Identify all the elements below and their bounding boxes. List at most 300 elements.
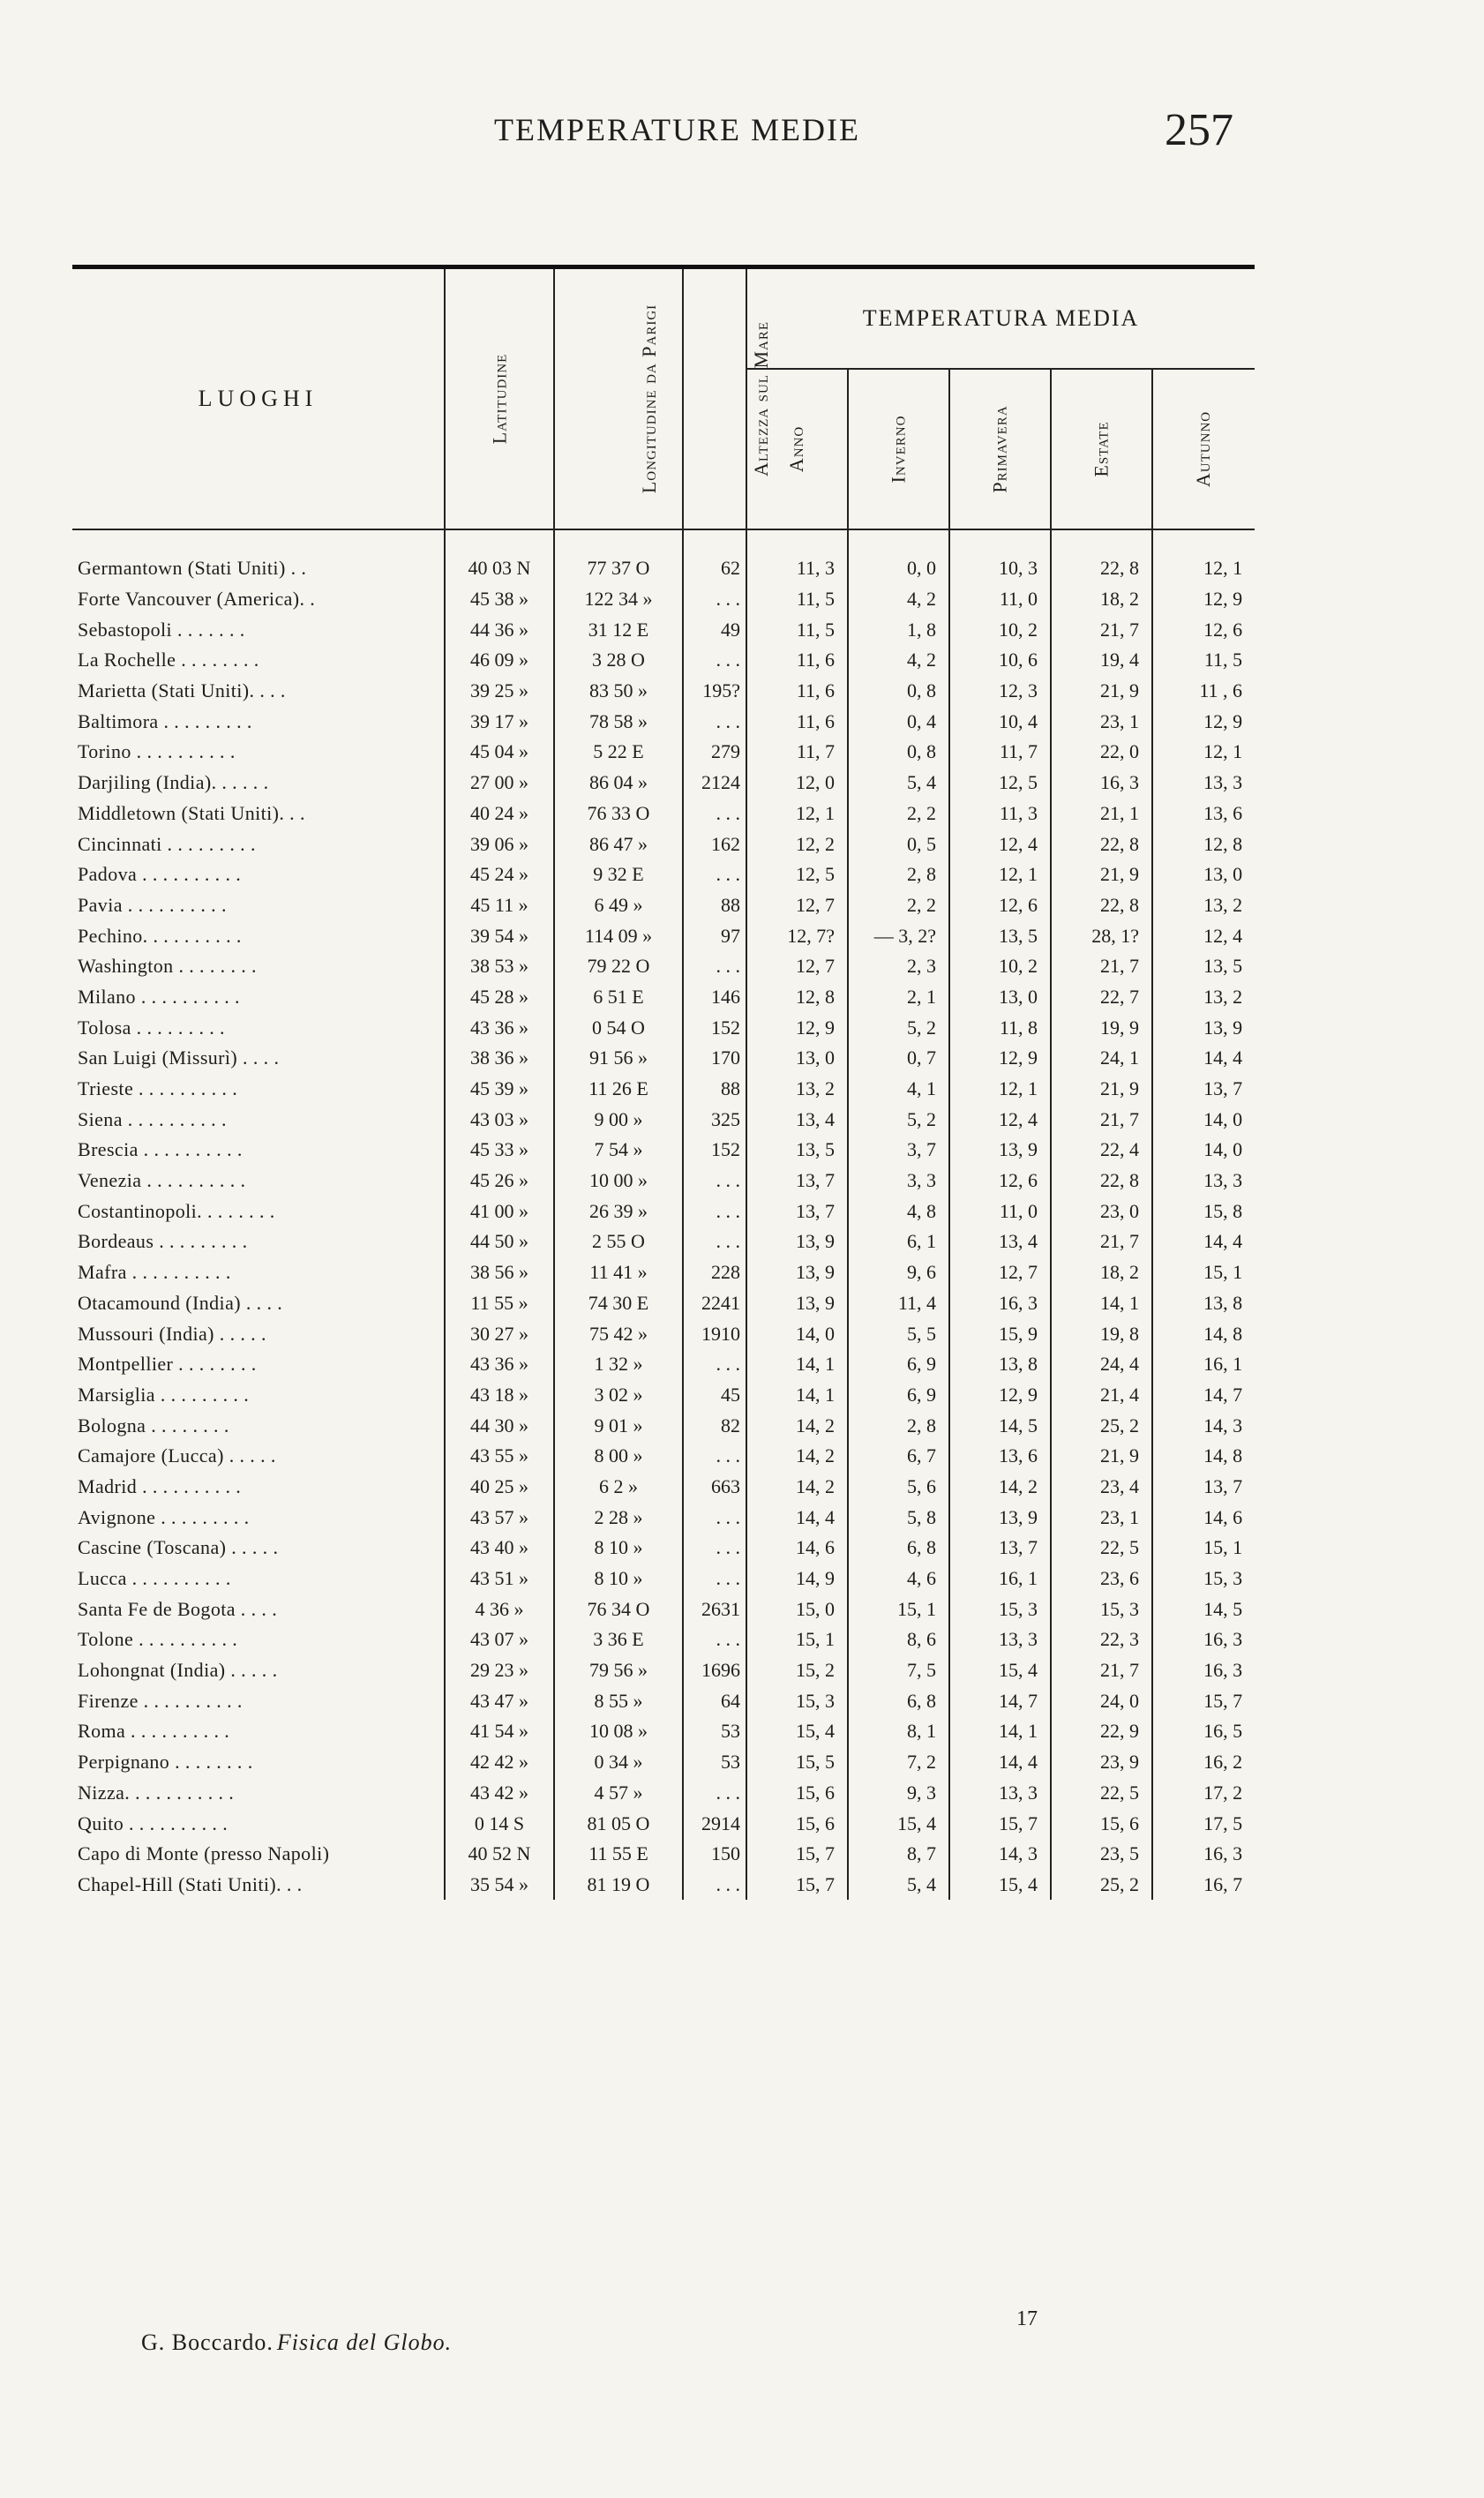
table-cell-longitude: 77 37 O <box>554 529 683 584</box>
table-cell-altitude: . . . <box>683 706 746 737</box>
table-row <box>72 1349 1255 1380</box>
table-cell-anno: 11, 6 <box>746 676 848 707</box>
table-cell-anno: 14, 6 <box>746 1533 848 1564</box>
table-cell-longitude: 31 12 E <box>554 614 683 645</box>
table-cell-autunno: 12, 9 <box>1152 706 1255 737</box>
table-cell-place: Torino . . . . . . . . . . <box>78 740 236 763</box>
table-cell-inverno: 4, 2 <box>848 645 949 676</box>
table-cell-estate: 22, 9 <box>1051 1716 1152 1747</box>
header-primavera: Primavera <box>949 369 1051 529</box>
table-cell-primavera: 10, 2 <box>949 951 1051 982</box>
table-cell-estate: 23, 1 <box>1051 1502 1152 1533</box>
table-cell-estate: 15, 6 <box>1051 1808 1152 1839</box>
table-cell-primavera: 13, 9 <box>949 1502 1051 1533</box>
table-cell-latitude: 0 14 S <box>445 1808 554 1839</box>
table-cell-inverno: 2, 8 <box>848 1410 949 1441</box>
table-cell-place: Germantown (Stati Uniti) . . <box>78 557 307 580</box>
table-cell-inverno: 8, 6 <box>848 1624 949 1655</box>
table-cell-inverno: 5, 2 <box>848 1012 949 1043</box>
table-cell-anno: 15, 0 <box>746 1594 848 1624</box>
footer-author: G. Boccardo. <box>141 2329 274 2355</box>
table-cell-inverno: 5, 8 <box>848 1502 949 1533</box>
table-cell-autunno: 15, 7 <box>1152 1685 1255 1716</box>
table-cell-autunno: 12, 1 <box>1152 529 1255 584</box>
table-cell-anno: 14, 1 <box>746 1349 848 1380</box>
table-cell-place: Tolosa . . . . . . . . . <box>78 1016 225 1039</box>
table-cell-latitude: 43 40 » <box>445 1533 554 1564</box>
table-cell-autunno: 12, 4 <box>1152 920 1255 951</box>
table-cell-primavera: 12, 9 <box>949 1043 1051 1074</box>
table-cell-autunno: 16, 3 <box>1152 1624 1255 1655</box>
table-cell-inverno: 9, 3 <box>848 1778 949 1809</box>
table-cell-estate: 14, 1 <box>1051 1288 1152 1319</box>
table-cell-estate: 22, 5 <box>1051 1778 1152 1809</box>
table-cell-inverno: 0, 0 <box>848 529 949 584</box>
table-cell-estate: 21, 4 <box>1051 1380 1152 1411</box>
table-row <box>72 614 1255 645</box>
table-cell-primavera: 12, 1 <box>949 1074 1051 1105</box>
table-cell-anno: 15, 4 <box>746 1716 848 1747</box>
table-row <box>72 799 1255 829</box>
table-cell-altitude: 2914 <box>683 1808 746 1839</box>
table-cell-altitude: . . . <box>683 1870 746 1901</box>
table-cell-altitude: 279 <box>683 737 746 768</box>
table-cell-estate: 21, 9 <box>1051 1441 1152 1472</box>
table-cell-autunno: 13, 9 <box>1152 1012 1255 1043</box>
table-cell-latitude: 39 06 » <box>445 829 554 859</box>
table-cell-longitude: 122 34 » <box>554 584 683 615</box>
table-cell-inverno: 6, 7 <box>848 1441 949 1472</box>
table-cell-estate: 23, 9 <box>1051 1747 1152 1778</box>
table-row <box>72 920 1255 951</box>
table-cell-anno: 12, 7? <box>746 920 848 951</box>
table-cell-place: Firenze . . . . . . . . . . <box>78 1689 243 1712</box>
table-cell-place: Washington . . . . . . . . <box>78 955 257 978</box>
table-cell-place: Bordeaus . . . . . . . . . <box>78 1230 248 1253</box>
table-cell-anno: 12, 8 <box>746 982 848 1013</box>
table-cell-longitude: 76 34 O <box>554 1594 683 1624</box>
table-cell-inverno: 0, 5 <box>848 829 949 859</box>
table-cell-autunno: 13, 2 <box>1152 890 1255 921</box>
table-cell-autunno: 14, 4 <box>1152 1043 1255 1074</box>
table-cell-longitude: 9 32 E <box>554 859 683 890</box>
table-cell-estate: 23, 4 <box>1051 1472 1152 1503</box>
table-row <box>72 1135 1255 1166</box>
table-cell-estate: 23, 1 <box>1051 706 1152 737</box>
table-cell-place: Siena . . . . . . . . . . <box>78 1107 227 1130</box>
table-cell-altitude: . . . <box>683 1533 746 1564</box>
header-temperature-group: TEMPERATURA MEDIA <box>746 267 1255 370</box>
table-cell-place: Baltimora . . . . . . . . . <box>78 709 252 732</box>
table-cell-primavera: 12, 9 <box>949 1380 1051 1411</box>
table-cell-primavera: 11, 7 <box>949 737 1051 768</box>
table-cell-autunno: 14, 0 <box>1152 1104 1255 1135</box>
table-cell-anno: 15, 1 <box>746 1624 848 1655</box>
table-cell-inverno: 6, 1 <box>848 1226 949 1257</box>
table-cell-altitude: 97 <box>683 920 746 951</box>
table-cell-inverno: 4, 1 <box>848 1074 949 1105</box>
table-cell-latitude: 44 36 » <box>445 614 554 645</box>
table-cell-estate: 24, 4 <box>1051 1349 1152 1380</box>
table-cell-anno: 14, 2 <box>746 1441 848 1472</box>
table-cell-autunno: 17, 5 <box>1152 1808 1255 1839</box>
table-cell-estate: 23, 0 <box>1051 1196 1152 1226</box>
table-cell-estate: 23, 5 <box>1051 1839 1152 1870</box>
table-cell-latitude: 41 00 » <box>445 1196 554 1226</box>
table-row <box>72 1839 1255 1870</box>
table-cell-anno: 14, 2 <box>746 1410 848 1441</box>
header-latitude: Latitudine <box>445 267 554 530</box>
table-cell-longitude: 4 57 » <box>554 1778 683 1809</box>
table-cell-latitude: 43 55 » <box>445 1441 554 1472</box>
table-cell-latitude: 38 56 » <box>445 1257 554 1288</box>
table-cell-inverno: 2, 2 <box>848 890 949 921</box>
running-head <box>0 104 1484 157</box>
table-cell-anno: 12, 7 <box>746 890 848 921</box>
table-cell-place: Trieste . . . . . . . . . . <box>78 1077 238 1100</box>
table-cell-autunno: 13, 2 <box>1152 982 1255 1013</box>
table-cell-autunno: 11, 5 <box>1152 645 1255 676</box>
table-row <box>72 1288 1255 1319</box>
table-cell-autunno: 13, 8 <box>1152 1288 1255 1319</box>
table-cell-inverno: 8, 1 <box>848 1716 949 1747</box>
table-cell-longitude: 6 51 E <box>554 982 683 1013</box>
table-cell-place: Perpignano . . . . . . . . <box>78 1751 253 1774</box>
table-row <box>72 529 1255 584</box>
table-cell-anno: 14, 2 <box>746 1472 848 1503</box>
table-cell-longitude: 76 33 O <box>554 799 683 829</box>
table-cell-anno: 15, 6 <box>746 1808 848 1839</box>
table-cell-altitude: 170 <box>683 1043 746 1074</box>
table-cell-longitude: 1 32 » <box>554 1349 683 1380</box>
table-row <box>72 1196 1255 1226</box>
table-cell-latitude: 43 18 » <box>445 1380 554 1411</box>
table-row <box>72 1778 1255 1809</box>
table-cell-estate: 25, 2 <box>1051 1410 1152 1441</box>
table-cell-place: Cascine (Toscana) . . . . . <box>78 1536 279 1559</box>
table-cell-altitude: 2631 <box>683 1594 746 1624</box>
table-cell-inverno: 0, 8 <box>848 737 949 768</box>
table-row <box>72 1410 1255 1441</box>
table-cell-estate: 22, 8 <box>1051 529 1152 584</box>
table-cell-longitude: 3 36 E <box>554 1624 683 1655</box>
table-cell-altitude: 162 <box>683 829 746 859</box>
table-row <box>72 1716 1255 1747</box>
header-autunno: Autunno <box>1152 369 1255 529</box>
table-cell-inverno: 2, 8 <box>848 859 949 890</box>
header-inverno: Inverno <box>848 369 949 529</box>
table-cell-estate: 19, 8 <box>1051 1318 1152 1349</box>
table-cell-estate: 19, 9 <box>1051 1012 1152 1043</box>
table-cell-anno: 13, 2 <box>746 1074 848 1105</box>
table-cell-inverno: 3, 3 <box>848 1166 949 1196</box>
table-row <box>72 1166 1255 1196</box>
table-cell-longitude: 86 47 » <box>554 829 683 859</box>
table-cell-longitude: 78 58 » <box>554 706 683 737</box>
table-cell-anno: 12, 7 <box>746 951 848 982</box>
header-longitude: Longitudine da Parigi <box>554 267 683 530</box>
table-cell-longitude: 81 19 O <box>554 1870 683 1901</box>
table-cell-estate: 22, 5 <box>1051 1533 1152 1564</box>
table-cell-estate: 22, 4 <box>1051 1135 1152 1166</box>
table-cell-autunno: 13, 5 <box>1152 951 1255 982</box>
signature-mark: 17 <box>1016 2307 1038 2330</box>
table-cell-latitude: 39 25 » <box>445 676 554 707</box>
table-cell-estate: 22, 8 <box>1051 829 1152 859</box>
table-cell-autunno: 14, 4 <box>1152 1226 1255 1257</box>
table-cell-place: Cincinnati . . . . . . . . . <box>78 832 256 855</box>
table-cell-autunno: 14, 0 <box>1152 1135 1255 1166</box>
table-cell-place: Mussouri (India) . . . . . <box>78 1322 266 1345</box>
table-cell-primavera: 12, 6 <box>949 1166 1051 1196</box>
table-row <box>72 1074 1255 1105</box>
table-cell-altitude: 195? <box>683 676 746 707</box>
table-cell-inverno: 6, 8 <box>848 1685 949 1716</box>
table-cell-inverno: 0, 8 <box>848 676 949 707</box>
table-cell-altitude: . . . <box>683 1624 746 1655</box>
table-cell-place: Capo di Monte (presso Napoli) <box>78 1842 330 1865</box>
table-cell-primavera: 12, 3 <box>949 676 1051 707</box>
table-cell-autunno: 14, 8 <box>1152 1441 1255 1472</box>
table-cell-autunno: 16, 3 <box>1152 1655 1255 1686</box>
running-title: TEMPERATURE MEDIE <box>494 112 860 147</box>
table-row <box>72 737 1255 768</box>
table-cell-estate: 21, 9 <box>1051 676 1152 707</box>
table-cell-latitude: 30 27 » <box>445 1318 554 1349</box>
table-cell-primavera: 11, 0 <box>949 1196 1051 1226</box>
table-cell-anno: 14, 0 <box>746 1318 848 1349</box>
table-cell-latitude: 43 42 » <box>445 1778 554 1809</box>
table-cell-altitude: . . . <box>683 1502 746 1533</box>
table-cell-estate: 22, 8 <box>1051 1166 1152 1196</box>
table-cell-latitude: 45 11 » <box>445 890 554 921</box>
table-row <box>72 1380 1255 1411</box>
table-cell-anno: 13, 7 <box>746 1166 848 1196</box>
table-cell-place: Padova . . . . . . . . . . <box>78 863 242 886</box>
table-cell-place: San Luigi (Missurì) . . . . <box>78 1046 280 1069</box>
table-cell-primavera: 12, 4 <box>949 1104 1051 1135</box>
table-cell-altitude: . . . <box>683 859 746 890</box>
table-cell-altitude: 2241 <box>683 1288 746 1319</box>
table-cell-altitude: 228 <box>683 1257 746 1288</box>
table-cell-latitude: 43 36 » <box>445 1349 554 1380</box>
table-cell-latitude: 43 51 » <box>445 1564 554 1594</box>
table-cell-inverno: 5, 6 <box>848 1472 949 1503</box>
table-cell-inverno: 0, 4 <box>848 706 949 737</box>
table-cell-estate: 19, 4 <box>1051 645 1152 676</box>
table-cell-longitude: 81 05 O <box>554 1808 683 1839</box>
table-cell-inverno: 4, 6 <box>848 1564 949 1594</box>
table-cell-anno: 11, 5 <box>746 614 848 645</box>
table-cell-primavera: 14, 7 <box>949 1685 1051 1716</box>
table-cell-latitude: 39 17 » <box>445 706 554 737</box>
table-cell-autunno: 16, 7 <box>1152 1870 1255 1901</box>
table-cell-altitude: 150 <box>683 1839 746 1870</box>
table-cell-altitude: 152 <box>683 1135 746 1166</box>
table-cell-autunno: 11 , 6 <box>1152 676 1255 707</box>
table-cell-primavera: 10, 2 <box>949 614 1051 645</box>
table-cell-autunno: 16, 2 <box>1152 1747 1255 1778</box>
table-row <box>72 1043 1255 1074</box>
table-cell-altitude: 88 <box>683 890 746 921</box>
table-cell-autunno: 15, 1 <box>1152 1533 1255 1564</box>
table-cell-primavera: 12, 7 <box>949 1257 1051 1288</box>
table-cell-longitude: 74 30 E <box>554 1288 683 1319</box>
table-cell-longitude: 2 55 O <box>554 1226 683 1257</box>
table-row <box>72 1502 1255 1533</box>
table-cell-primavera: 12, 1 <box>949 859 1051 890</box>
table-cell-anno: 13, 9 <box>746 1257 848 1288</box>
table-cell-place: Mafra . . . . . . . . . . <box>78 1261 231 1284</box>
temperature-table <box>72 265 1255 1900</box>
table-cell-latitude: 45 04 » <box>445 737 554 768</box>
table-cell-latitude: 45 38 » <box>445 584 554 615</box>
table-cell-anno: 13, 0 <box>746 1043 848 1074</box>
table-cell-longitude: 11 55 E <box>554 1839 683 1870</box>
table-cell-latitude: 43 03 » <box>445 1104 554 1135</box>
table-row <box>72 1012 1255 1043</box>
table-cell-latitude: 45 24 » <box>445 859 554 890</box>
table-cell-latitude: 29 23 » <box>445 1655 554 1686</box>
table-cell-place: Middletown (Stati Uniti). . . <box>78 801 305 824</box>
table-cell-estate: 28, 1? <box>1051 920 1152 951</box>
table-cell-primavera: 13, 9 <box>949 1135 1051 1166</box>
table-cell-estate: 23, 6 <box>1051 1564 1152 1594</box>
table-row <box>72 1533 1255 1564</box>
table-cell-inverno: 5, 4 <box>848 768 949 799</box>
table-cell-inverno: 2, 3 <box>848 951 949 982</box>
table-cell-primavera: 13, 6 <box>949 1441 1051 1472</box>
table-cell-place: Darjiling (India). . . . . . <box>78 771 269 794</box>
table-cell-primavera: 11, 8 <box>949 1012 1051 1043</box>
table-cell-primavera: 14, 1 <box>949 1716 1051 1747</box>
table-cell-longitude: 11 41 » <box>554 1257 683 1288</box>
table-cell-inverno: 6, 9 <box>848 1349 949 1380</box>
table-row <box>72 706 1255 737</box>
table-cell-primavera: 13, 4 <box>949 1226 1051 1257</box>
table-row <box>72 1594 1255 1624</box>
table-cell-primavera: 11, 3 <box>949 799 1051 829</box>
table-cell-anno: 13, 4 <box>746 1104 848 1135</box>
table-cell-anno: 15, 2 <box>746 1655 848 1686</box>
table-cell-autunno: 12, 9 <box>1152 584 1255 615</box>
table-cell-place: Bologna . . . . . . . . <box>78 1414 229 1437</box>
table-cell-longitude: 83 50 » <box>554 676 683 707</box>
table-cell-autunno: 17, 2 <box>1152 1778 1255 1809</box>
table-cell-inverno: 11, 4 <box>848 1288 949 1319</box>
table-cell-altitude: 152 <box>683 1012 746 1043</box>
table-cell-latitude: 4 36 » <box>445 1594 554 1624</box>
table-cell-altitude: 2124 <box>683 768 746 799</box>
table-cell-latitude: 43 57 » <box>445 1502 554 1533</box>
table-cell-autunno: 13, 6 <box>1152 799 1255 829</box>
table-row <box>72 1441 1255 1472</box>
table-row <box>72 951 1255 982</box>
table-row <box>72 1808 1255 1839</box>
table-cell-anno: 14, 4 <box>746 1502 848 1533</box>
table-cell-longitude: 5 22 E <box>554 737 683 768</box>
table-row <box>72 676 1255 707</box>
table-cell-primavera: 13, 7 <box>949 1533 1051 1564</box>
table-cell-longitude: 8 10 » <box>554 1564 683 1594</box>
table-row <box>72 982 1255 1013</box>
table-row <box>72 1685 1255 1716</box>
table-cell-longitude: 8 55 » <box>554 1685 683 1716</box>
table-cell-place: Marietta (Stati Uniti). . . . <box>78 679 286 702</box>
table-cell-place: Lucca . . . . . . . . . . <box>78 1567 231 1590</box>
table-cell-altitude: . . . <box>683 1349 746 1380</box>
table-cell-latitude: 42 42 » <box>445 1747 554 1778</box>
table-row <box>72 584 1255 615</box>
table-cell-anno: 12, 2 <box>746 829 848 859</box>
table-cell-autunno: 12, 8 <box>1152 829 1255 859</box>
table-cell-autunno: 13, 3 <box>1152 768 1255 799</box>
table-cell-altitude: . . . <box>683 1778 746 1809</box>
table-cell-latitude: 45 26 » <box>445 1166 554 1196</box>
table-row <box>72 829 1255 859</box>
table-row <box>72 645 1255 676</box>
table-cell-latitude: 27 00 » <box>445 768 554 799</box>
table-cell-place: Sebastopoli . . . . . . . <box>78 618 245 641</box>
table-cell-latitude: 46 09 » <box>445 645 554 676</box>
table-cell-estate: 24, 0 <box>1051 1685 1152 1716</box>
table-cell-anno: 15, 3 <box>746 1685 848 1716</box>
table-cell-anno: 12, 1 <box>746 799 848 829</box>
table-row <box>72 1624 1255 1655</box>
table-cell-inverno: 7, 5 <box>848 1655 949 1686</box>
table-cell-estate: 21, 7 <box>1051 614 1152 645</box>
table-cell-primavera: 13, 3 <box>949 1778 1051 1809</box>
table-cell-estate: 18, 2 <box>1051 1257 1152 1288</box>
table-cell-latitude: 45 33 » <box>445 1135 554 1166</box>
table-cell-place: Pavia . . . . . . . . . . <box>78 893 227 916</box>
table-cell-estate: 21, 7 <box>1051 1226 1152 1257</box>
table-cell-estate: 15, 3 <box>1051 1594 1152 1624</box>
table-cell-latitude: 43 07 » <box>445 1624 554 1655</box>
table-cell-estate: 22, 0 <box>1051 737 1152 768</box>
table-cell-place: Montpellier . . . . . . . . <box>78 1353 257 1376</box>
table-cell-inverno: 3, 7 <box>848 1135 949 1166</box>
table-cell-longitude: 2 28 » <box>554 1502 683 1533</box>
table-cell-autunno: 16, 3 <box>1152 1839 1255 1870</box>
table-cell-primavera: 11, 0 <box>949 584 1051 615</box>
header-altitude: Altezza sul Mare <box>683 267 746 530</box>
table-row <box>72 890 1255 921</box>
table-cell-altitude: . . . <box>683 799 746 829</box>
table-cell-anno: 14, 1 <box>746 1380 848 1411</box>
table-cell-autunno: 13, 7 <box>1152 1472 1255 1503</box>
table-cell-place: Brescia . . . . . . . . . . <box>78 1138 243 1161</box>
table-cell-longitude: 79 56 » <box>554 1655 683 1686</box>
table-cell-altitude: 1910 <box>683 1318 746 1349</box>
table-cell-primavera: 13, 8 <box>949 1349 1051 1380</box>
table-cell-autunno: 13, 3 <box>1152 1166 1255 1196</box>
header-anno: Anno <box>746 369 848 529</box>
table-cell-primavera: 15, 9 <box>949 1318 1051 1349</box>
table-cell-inverno: 5, 5 <box>848 1318 949 1349</box>
table-row <box>72 859 1255 890</box>
table-cell-latitude: 45 28 » <box>445 982 554 1013</box>
footer <box>141 2329 1288 2374</box>
table-cell-autunno: 14, 3 <box>1152 1410 1255 1441</box>
page-number: 257 <box>1165 105 1233 155</box>
table-cell-autunno: 14, 6 <box>1152 1502 1255 1533</box>
table-cell-longitude: 79 22 O <box>554 951 683 982</box>
table-row <box>72 1870 1255 1901</box>
table-cell-anno: 12, 5 <box>746 859 848 890</box>
table-cell-primavera: 13, 3 <box>949 1624 1051 1655</box>
table-cell-autunno: 12, 6 <box>1152 614 1255 645</box>
